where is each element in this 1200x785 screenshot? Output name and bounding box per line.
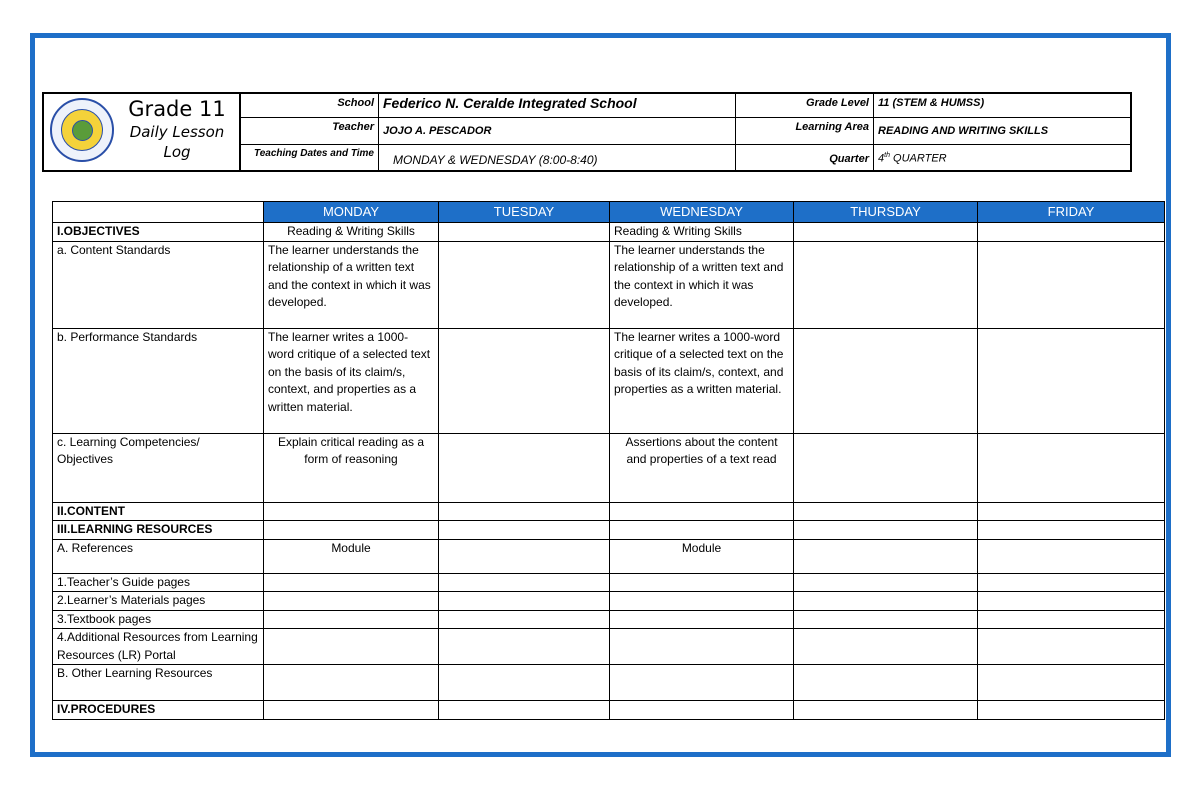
table-cell: [439, 610, 610, 629]
table-cell: [610, 592, 794, 611]
day-thursday: THURSDAY: [794, 202, 978, 223]
table-cell: II.CONTENT: [53, 502, 264, 521]
log-title: [122, 96, 232, 162]
table-cell: [794, 573, 978, 592]
table-cell: [978, 629, 1165, 665]
learning-area-value: READING AND WRITING SKILLS: [874, 118, 1130, 145]
table-cell: [794, 539, 978, 573]
table-cell: III.LEARNING RESOURCES: [53, 521, 264, 540]
table-row: [53, 573, 1165, 592]
table-cell: Module: [264, 539, 439, 573]
table-cell: IV.PROCEDURES: [53, 701, 264, 720]
table-cell: Reading & Writing Skills: [610, 223, 794, 242]
table-row: [53, 241, 1165, 328]
table-row: [53, 701, 1165, 720]
table-cell: [794, 610, 978, 629]
table-cell: [439, 521, 610, 540]
table-cell: [264, 502, 439, 521]
table-cell: 1.Teacher’s Guide pages: [53, 573, 264, 592]
dates-label: Teaching Dates and Time: [241, 145, 379, 170]
log-title-line1: Daily Lesson: [129, 123, 225, 141]
table-row: [53, 665, 1165, 701]
table-cell: c. Learning Competencies/ Objectives: [53, 433, 264, 502]
table-cell: [439, 701, 610, 720]
table-cell: [264, 610, 439, 629]
table-row: [53, 502, 1165, 521]
quarter-value: 4th QUARTER: [878, 152, 947, 165]
lesson-log-header: [42, 92, 1132, 172]
table-row: [53, 433, 1165, 502]
table-cell: [610, 629, 794, 665]
header-info-grid: [241, 94, 1130, 170]
table-cell: [439, 328, 610, 433]
title-cell: [44, 94, 241, 170]
table-cell: [264, 592, 439, 611]
table-cell: [439, 592, 610, 611]
table-cell: [978, 241, 1165, 328]
school-label: School: [241, 94, 379, 118]
table-cell: [439, 665, 610, 701]
table-cell: 2.Learner’s Materials pages: [53, 592, 264, 611]
table-cell: [794, 328, 978, 433]
table-cell: Explain critical reading as a form of reasoning: [264, 433, 439, 502]
table-cell: Assertions about the content and properties of a text read: [610, 433, 794, 502]
teacher-label: Teacher: [241, 118, 379, 145]
table-cell: [978, 573, 1165, 592]
day-tuesday: TUESDAY: [439, 202, 610, 223]
table-cell: [794, 701, 978, 720]
table-cell: [794, 665, 978, 701]
table-cell: [794, 433, 978, 502]
table-cell: I.OBJECTIVES: [53, 223, 264, 242]
table-cell: [978, 433, 1165, 502]
table-cell: a. Content Standards: [53, 241, 264, 328]
table-row: [53, 521, 1165, 540]
lesson-log-table: [52, 201, 1165, 720]
teacher-value: JOJO A. PESCADOR: [379, 118, 736, 145]
table-cell: [610, 665, 794, 701]
log-title-line2: Log: [163, 143, 191, 161]
table-cell: [978, 502, 1165, 521]
table-cell: [439, 433, 610, 502]
table-cell: [794, 502, 978, 521]
dates-value: MONDAY & WEDNESDAY (8:00-8:40): [379, 145, 736, 170]
table-cell: [264, 521, 439, 540]
table-cell: The learner writes a 1000-word critique of a selected text on the basis of its claim/s, context, and properties as a written material.: [610, 328, 794, 433]
table-cell: [978, 539, 1165, 573]
table-row: [53, 610, 1165, 629]
table-cell: [978, 701, 1165, 720]
table-row: [53, 223, 1165, 242]
table-cell: 3.Textbook pages: [53, 610, 264, 629]
table-row: [53, 592, 1165, 611]
day-friday: FRIDAY: [978, 202, 1165, 223]
table-cell: [978, 610, 1165, 629]
table-row: [53, 328, 1165, 433]
table-cell: The learner writes a 1000-word critique of a selected text on the basis of its claim/s, context, and properties as a written material.: [264, 328, 439, 433]
table-cell: [439, 223, 610, 242]
quarter-label: Quarter: [736, 145, 874, 170]
day-wednesday: WEDNESDAY: [610, 202, 794, 223]
table-cell: [439, 629, 610, 665]
grade-level-label: Grade Level: [736, 94, 874, 118]
table-cell: [264, 665, 439, 701]
day-header-row: [53, 202, 1165, 223]
table-cell: [264, 573, 439, 592]
table-cell: [439, 241, 610, 328]
table-cell: [610, 610, 794, 629]
table-cell: [264, 701, 439, 720]
table-cell: [978, 223, 1165, 242]
day-monday: MONDAY: [264, 202, 439, 223]
table-cell: [610, 573, 794, 592]
table-cell: [610, 521, 794, 540]
table-cell: A. References: [53, 539, 264, 573]
table-cell: b. Performance Standards: [53, 328, 264, 433]
table-cell: [978, 328, 1165, 433]
learning-area-label: Learning Area: [736, 118, 874, 145]
school-value: Federico N. Ceralde Integrated School: [379, 94, 736, 118]
grade-title: Grade 11: [128, 97, 226, 121]
grade-level-value: 11 (STEM & HUMSS): [874, 94, 1130, 118]
table-cell: [794, 521, 978, 540]
table-cell: [610, 701, 794, 720]
table-cell: [439, 539, 610, 573]
table-cell: [794, 241, 978, 328]
school-seal-icon: [50, 98, 114, 162]
table-cell: [978, 521, 1165, 540]
table-cell: [610, 502, 794, 521]
table-cell: [439, 502, 610, 521]
table-cell: [439, 573, 610, 592]
table-cell: B. Other Learning Resources: [53, 665, 264, 701]
table-cell: The learner understands the relationship of a written text and the context in which it was developed.: [610, 241, 794, 328]
table-cell: The learner understands the relationship of a written text and the context in which it was developed.: [264, 241, 439, 328]
table-cell: 4.Additional Resources from Learning Resources (LR) Portal: [53, 629, 264, 665]
table-cell: [978, 665, 1165, 701]
table-cell: [794, 629, 978, 665]
table-cell: [264, 629, 439, 665]
table-cell: [794, 592, 978, 611]
table-cell: [978, 592, 1165, 611]
table-row: [53, 539, 1165, 573]
table-cell: [794, 223, 978, 242]
table-row: [53, 629, 1165, 665]
table-cell: Reading & Writing Skills: [264, 223, 439, 242]
table-cell: Module: [610, 539, 794, 573]
